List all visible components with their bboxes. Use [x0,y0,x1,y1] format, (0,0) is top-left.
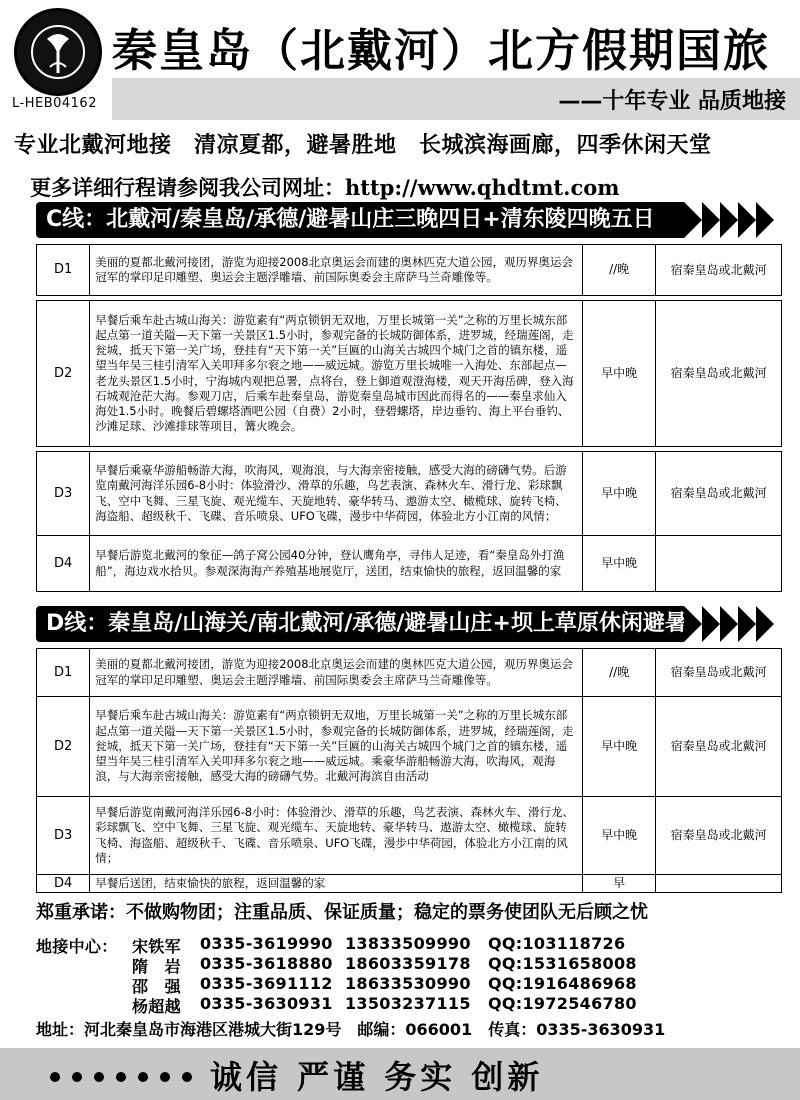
contact-qq: QQ:103118726 [488,934,626,953]
day-description: 早餐后乘车赴古城山海关：游览素有“两京锁钥无双地，万里长城第一关”之称的万里长城东部起点第一道关隘—天下第一关景区1.5小时，参观完备的长城防御体系，进罗城，经瑞莲阁，走瓮城，抵天下第一关广场，登挂有“天下第一关”巨匾的山海关古城四个城门之首的镇东楼，遥望当年吴三桂引清军入关叩拜多尔衮之地——威远城。游览万里长城唯一入海处、东部起点—老龙头景区1.5小时，宁海城内观把总署，点将台，登上御道观澄海楼，观天开海岳碑，登入海石城观沧茫大海。参观刀店，后乘车赴秦皇岛，游览秦皇岛城市因此而得名的——秦皇求仙入海处1.5小时。晚餐后碧螺塔酒吧公园（自费）2小时，登碧螺塔，岸边垂钓、海上平台垂钓、沙滩足球、沙滩排球等项目，篝火晚会。 [90,301,583,447]
meal-info: //晚 [582,245,655,296]
meal-info: 早中晚 [582,697,655,797]
day-label: D2 [37,697,90,797]
table-row [37,536,782,592]
meal-info: 早中晚 [582,536,655,592]
stay-info: 宿秦皇岛或北戴河 [656,797,782,875]
route-c-title: C线：北戴河/秦皇岛/承德/避暑山庄三晚四日+清东陵四晚五日 [36,202,684,238]
agency-emblem-icon [14,8,102,96]
day-label: D1 [37,245,90,296]
stay-info: 宿秦皇岛或北戴河 [656,245,782,296]
stay-info: 宿秦皇岛或北戴河 [656,697,782,797]
meal-info: //晚 [582,649,655,697]
website-line: 更多详细行程请参阅我公司网址：http://www.qhdtmt.com [30,175,620,200]
day-description: 早餐后游览北戴河的象征—鸽子窝公园40分钟，登认鹰角亭，寻伟人足迹，看“秦皇岛外打渔船”，海边戏水拾贝。参观深海海产养殖基地展览厅，送团，结束愉快的旅程，返回温馨的家 [90,536,583,592]
stay-info: 宿秦皇岛或北戴河 [656,301,782,447]
table-row [37,452,782,536]
day-description: 早餐后送团，结束愉快的旅程，返回温馨的家 [90,875,583,893]
route-d-table [36,648,782,893]
day-description: 早餐后乘豪华游船畅游大海，吹海风，观海浪，与大海亲密接触，感受大海的磅礴气势。后游览南戴河海洋乐园6-8小时：体验滑沙、滑草的乐趣，鸟艺表演、森林火车、滑行龙、彩球飘飞、空中飞舞、三星飞旋、观光缆车、天旋地转、豪华转马、遨游太空、橄榄球、旋转飞椅、海盗船、超级秋千、飞碟、音乐喷泉、UFO飞碟，漫步中华荷园，体验北方小江南的风情； [90,452,583,536]
contact-mobile: 18633530990 [345,974,471,993]
banner: 专业北戴河地接 清凉夏都，避暑胜地 长城滨海画廊，四季休闲天堂 [14,133,712,158]
table-row [37,301,782,447]
stay-info: 宿秦皇岛或北戴河 [656,452,782,536]
table-row [37,649,782,697]
contact-name: 杨超越 [132,997,181,1016]
table-row [37,797,782,875]
day-label: D3 [37,452,90,536]
meal-info: 早中晚 [582,797,655,875]
day-label: D3 [37,797,90,875]
contact-mobile: 13833509990 [345,934,471,953]
chevron-arrows-icon [684,202,784,238]
chevron-arrows-icon [684,606,784,642]
table-row [37,245,782,296]
meal-info: 早中晚 [582,301,655,447]
contact-phone: 0335-3618880 [200,954,333,973]
company-name: 秦皇岛（北戴河）北方假期国旅 [112,24,771,77]
day-description: 早餐后游览南戴河海洋乐园6-8小时：体验滑沙、滑草的乐趣，鸟艺表演、森林火车、滑行龙、彩球飘飞、空中飞舞、三星飞旋、观光缆车、天旋地转、豪华转马、遨游太空、橄榄球、旋转飞椅、海盗船、超级秋千、飞碟、音乐喷泉、UFO飞碟，漫步中华荷园，体验北方小江南的风情； [90,797,583,875]
route-d-title: D线：秦皇岛/山海关/南北戴河/承德/避暑山庄+坝上草原休闲避暑游 [36,606,684,642]
license-number: L-HEB04162 [12,96,97,111]
stay-info [656,536,782,592]
day-description: 早餐后乘车赴古城山海关：游览素有“两京锁钥无双地，万里长城第一关”之称的万里长城东部起点第一道关隘—天下第一关景区1.5小时，参观完备的长城防御体系，进罗城，经瑞莲阁，走瓮城，抵天下第一关广场，登挂有“天下第一关”巨匾的山海关古城四个城门之首的镇东楼，遥望当年吴三桂引清军入关叩拜多尔衮之地——威远城。乘豪华游船畅游大海，吹海风，观海浪，与大海亲密接触，感受大海的磅礴气势。北戴河海滨自由活动 [90,697,583,797]
meal-info: 早中晚 [582,452,655,536]
company-motto: 诚信 严谨 务实 创新 [210,1058,544,1096]
contact-qq: QQ:1531658008 [488,954,637,973]
table-row [37,697,782,797]
day-label: D1 [37,649,90,697]
contact-mobile: 18603359178 [345,954,471,973]
contact-phone: 0335-3691112 [200,974,333,993]
contact-label: 地接中心： [36,937,118,956]
contact-mobile: 13503237115 [345,994,471,1013]
contact-phone: 0335-3630931 [200,994,333,1013]
contact-name: 邵 强 [132,977,181,996]
stay-info: 宿秦皇岛或北戴河 [656,649,782,697]
contact-qq: QQ:1972546780 [488,994,637,1013]
contact-name: 宋铁军 [132,937,181,956]
day-label: D2 [37,301,90,447]
table-row [37,875,782,893]
meal-info: 早 [582,875,655,893]
contact-phone: 0335-3619990 [200,934,333,953]
stay-info [656,875,782,893]
route-c-table [36,244,782,592]
address-line: 地址：河北秦皇岛市海港区港城大街129号 邮编：066001 传真：0335-3630931 [36,1020,666,1039]
contact-name: 隋 岩 [132,957,181,976]
promise-text: 郑重承诺：不做购物团；注重品质、保证质量；稳定的票务使团队无后顾之忧 [36,902,648,923]
contact-qq: QQ:1916486968 [488,974,637,993]
day-label: D4 [37,536,90,592]
slogan: ——十年专业 品质地接 [558,89,786,114]
day-description: 美丽的夏都北戴河接团，游览为迎接2008北京奥运会而建的奥林匹克大道公园，观历界奥运会冠军的掌印足印雕塑、奥运会主题浮雕墙、前国际奥委会主席萨马兰奇雕像等。 [90,649,583,697]
day-description: 美丽的夏都北戴河接团，游览为迎接2008北京奥运会而建的奥林匹克大道公园，观历界奥运会冠军的掌印足印雕塑、奥运会主题浮雕墙、前国际奥委会主席萨马兰奇雕像等。 [90,245,583,296]
day-label: D4 [37,875,90,893]
